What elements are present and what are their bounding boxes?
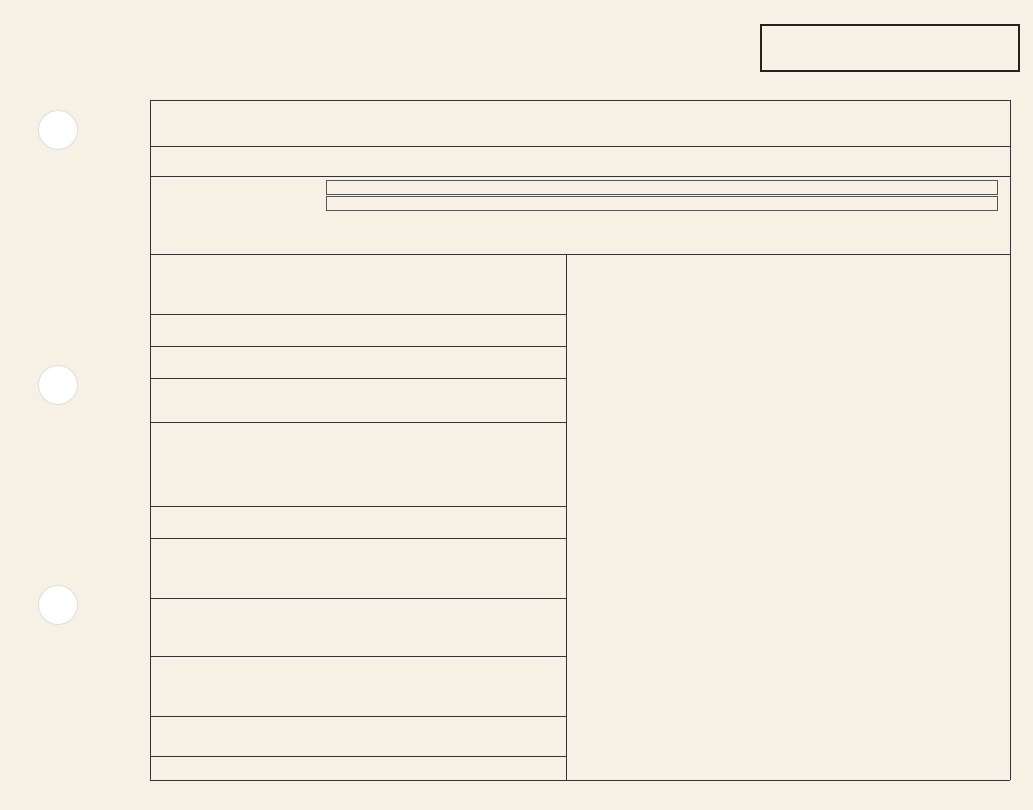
punch-hole-bottom — [38, 585, 78, 625]
punch-hole-top — [38, 110, 78, 150]
punch-hole-middle — [38, 365, 78, 405]
registration-number-box — [760, 24, 1020, 72]
